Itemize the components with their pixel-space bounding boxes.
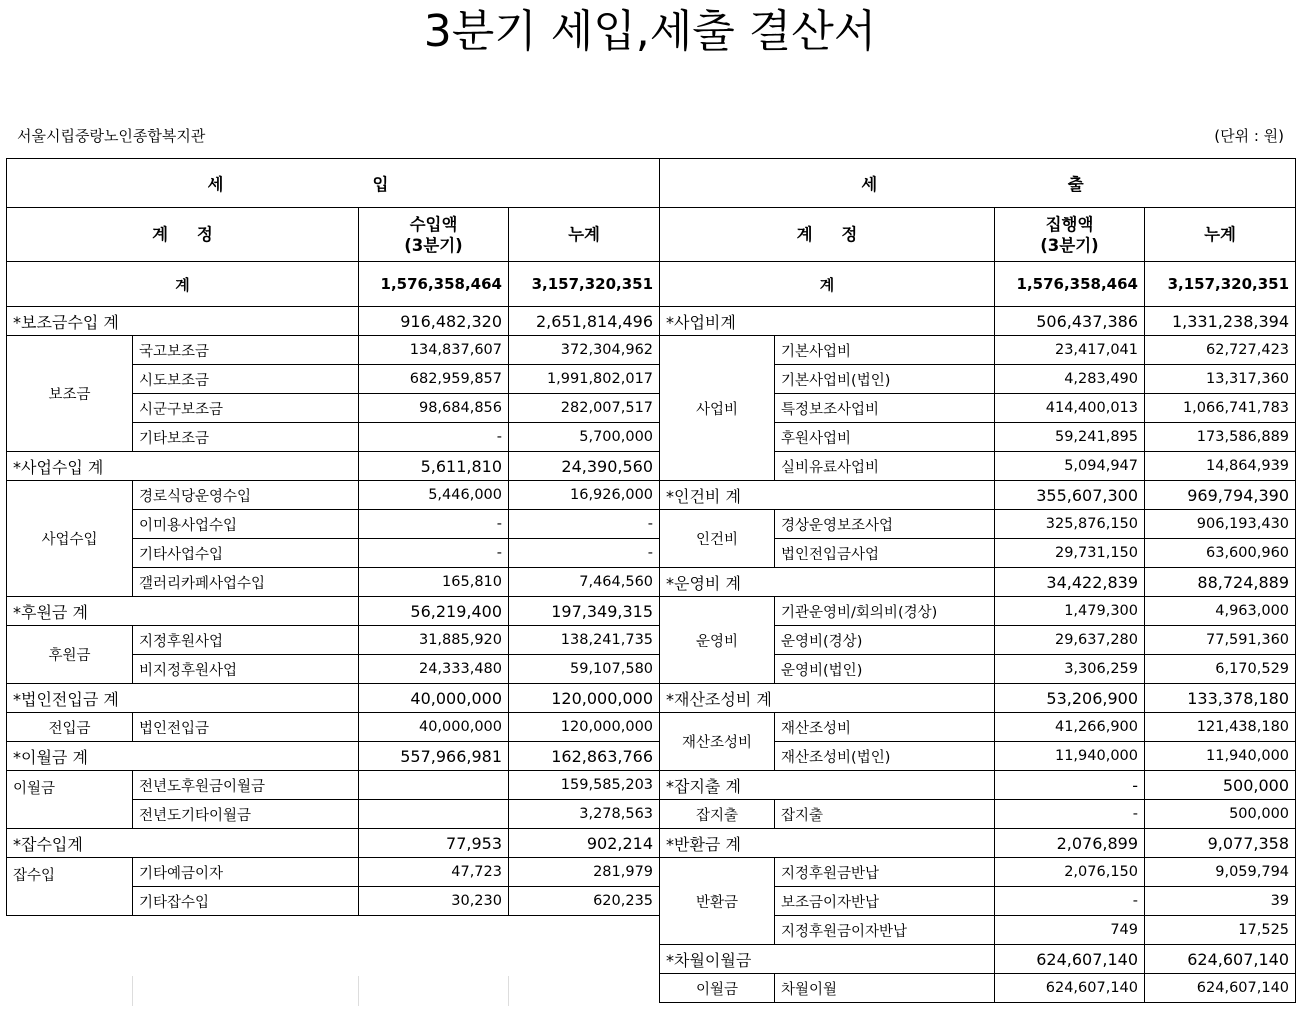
item-amount: 29,731,150 [995, 539, 1145, 568]
item-cumulative: 173,586,889 [1145, 423, 1296, 452]
expense-col-amount-line2: (3분기) [1040, 235, 1099, 255]
table-row [660, 800, 1296, 829]
table-row [7, 858, 660, 887]
item-label: 차월이월 [775, 974, 995, 1003]
item-cumulative: 9,059,794 [1145, 858, 1296, 887]
item-label: 이미용사업수입 [133, 510, 359, 539]
income-col-account [7, 208, 359, 262]
item-amount: - [359, 423, 509, 452]
section-amount: 56,219,400 [359, 597, 509, 626]
item-cumulative: 121,438,180 [1145, 713, 1296, 742]
item-amount: 29,637,280 [995, 626, 1145, 655]
expense-header [660, 159, 1296, 208]
expense-section-row [660, 771, 1296, 800]
group-label: 재산조성비 [660, 713, 775, 771]
item-label: 경로식당운영수입 [133, 481, 359, 510]
empty-row [7, 916, 660, 976]
section-amount: 355,607,300 [995, 481, 1145, 510]
section-label: *인건비 계 [660, 481, 995, 510]
item-label: 후원사업비 [775, 423, 995, 452]
page-title: 3분기 세입,세출 결산서 [423, 6, 877, 57]
item-cumulative: 120,000,000 [509, 713, 660, 742]
section-cumulative: 2,651,814,496 [509, 307, 660, 336]
item-label: 지정후원금반납 [775, 858, 995, 887]
section-amount: 34,422,839 [995, 568, 1145, 597]
item-label: 특정보조사업비 [775, 394, 995, 423]
item-amount: 325,876,150 [995, 510, 1145, 539]
empty-cell [509, 976, 660, 1006]
income-section-row [7, 452, 660, 481]
expense-section-row [660, 307, 1296, 336]
item-amount: 47,723 [359, 858, 509, 887]
item-cumulative: 906,193,430 [1145, 510, 1296, 539]
table-row [7, 771, 660, 800]
expense-table [659, 158, 1296, 1003]
section-cumulative: 88,724,889 [1145, 568, 1296, 597]
expense-col-account [660, 208, 995, 262]
section-cumulative: 133,378,180 [1145, 684, 1296, 713]
table-row [7, 336, 660, 365]
table-row [7, 713, 660, 742]
expense-section-row [660, 945, 1296, 974]
expense-header-row [660, 159, 1296, 208]
item-cumulative: 500,000 [1145, 800, 1296, 829]
item-amount: 41,266,900 [995, 713, 1145, 742]
item-cumulative: 7,464,560 [509, 568, 660, 597]
group-label: 후원금 [7, 626, 133, 684]
item-cumulative: 1,991,802,017 [509, 365, 660, 394]
section-amount: 506,437,386 [995, 307, 1145, 336]
item-amount: 11,940,000 [995, 742, 1145, 771]
income-section-row [7, 829, 660, 858]
group-label: 잡지출 [660, 800, 775, 829]
section-amount: 557,966,981 [359, 742, 509, 771]
item-amount: - [359, 510, 509, 539]
item-cumulative: 6,170,529 [1145, 655, 1296, 684]
group-label: 이월금 [660, 974, 775, 1003]
income-total-row [7, 262, 660, 307]
item-cumulative: 3,278,563 [509, 800, 660, 829]
section-cumulative: 162,863,766 [509, 742, 660, 771]
item-amount: 98,684,856 [359, 394, 509, 423]
item-label: 기관운영비/회의비(경상) [775, 597, 995, 626]
item-amount: 31,885,920 [359, 626, 509, 655]
item-label: 법인전입금 [133, 713, 359, 742]
table-row [660, 336, 1296, 365]
item-label: 잡지출 [775, 800, 995, 829]
item-amount: 4,283,490 [995, 365, 1145, 394]
item-amount [359, 800, 509, 829]
item-cumulative: 14,864,939 [1145, 452, 1296, 481]
item-cumulative: 372,304,962 [509, 336, 660, 365]
item-label: 국고보조금 [133, 336, 359, 365]
item-label: 재산조성비(법인) [775, 742, 995, 771]
expense-col-account-1: 계 [796, 225, 813, 244]
item-cumulative: 282,007,517 [509, 394, 660, 423]
table-row [7, 481, 660, 510]
item-amount: 40,000,000 [359, 713, 509, 742]
expense-header-char-1: 세 [861, 175, 878, 194]
expense-header-char-2: 출 [1067, 175, 1084, 194]
item-amount: 2,076,150 [995, 858, 1145, 887]
item-cumulative: 39 [1145, 887, 1296, 916]
income-header-row [7, 159, 660, 208]
income-total-label: 계 [7, 262, 359, 307]
group-label: 인건비 [660, 510, 775, 568]
item-label: 전년도기타이월금 [133, 800, 359, 829]
item-cumulative: 59,107,580 [509, 655, 660, 684]
section-cumulative: 624,607,140 [1145, 945, 1296, 974]
item-amount: 414,400,013 [995, 394, 1145, 423]
item-amount: 23,417,041 [995, 336, 1145, 365]
group-label: 반환금 [660, 858, 775, 945]
section-label: *이월금 계 [7, 742, 359, 771]
group-label: 사업비 [660, 336, 775, 481]
item-amount: 30,230 [359, 887, 509, 916]
item-label: 보조금이자반납 [775, 887, 995, 916]
expense-col-account-2: 정 [841, 225, 858, 244]
item-cumulative: 13,317,360 [1145, 365, 1296, 394]
table-row [660, 713, 1296, 742]
item-amount: - [995, 800, 1145, 829]
expense-total-label: 계 [660, 262, 995, 307]
section-label: *잡수입계 [7, 829, 359, 858]
income-col-account-1: 계 [152, 225, 169, 244]
income-section-row [7, 597, 660, 626]
expense-col-amount-line1: 집행액 [1045, 214, 1094, 234]
item-amount: 682,959,857 [359, 365, 509, 394]
table-row [660, 974, 1296, 1003]
section-cumulative: 9,077,358 [1145, 829, 1296, 858]
item-label: 법인전입금사업 [775, 539, 995, 568]
item-cumulative: - [509, 539, 660, 568]
section-amount: 40,000,000 [359, 684, 509, 713]
empty-row [7, 976, 660, 1006]
expense-section-row [660, 684, 1296, 713]
item-label: 기본사업비(법인) [775, 365, 995, 394]
item-label: 실비유료사업비 [775, 452, 995, 481]
section-label: *차월이월금 [660, 945, 995, 974]
item-amount: 749 [995, 916, 1145, 945]
item-label: 시도보조금 [133, 365, 359, 394]
section-amount: 2,076,899 [995, 829, 1145, 858]
income-header [7, 159, 660, 208]
item-cumulative: 62,727,423 [1145, 336, 1296, 365]
item-label: 지정후원사업 [133, 626, 359, 655]
item-label: 운영비(경상) [775, 626, 995, 655]
section-label: *재산조성비 계 [660, 684, 995, 713]
unit-label: (단위 : 원) [1214, 127, 1284, 145]
item-cumulative: 281,979 [509, 858, 660, 887]
item-amount: 165,810 [359, 568, 509, 597]
section-amount: 5,611,810 [359, 452, 509, 481]
section-cumulative: 969,794,390 [1145, 481, 1296, 510]
section-label: *사업수입 계 [7, 452, 359, 481]
income-col-amount-line2: (3분기) [404, 235, 463, 255]
expense-section-row [660, 829, 1296, 858]
expense-col-amount [995, 208, 1145, 262]
expense-section-row [660, 568, 1296, 597]
item-cumulative: 159,585,203 [509, 771, 660, 800]
table-row [660, 510, 1296, 539]
income-col-amount-line1: 수입액 [409, 214, 458, 234]
item-label: 운영비(법인) [775, 655, 995, 684]
income-header-char-1: 세 [207, 175, 224, 194]
section-cumulative: 197,349,315 [509, 597, 660, 626]
section-amount: - [995, 771, 1145, 800]
section-label: *운영비 계 [660, 568, 995, 597]
group-label: 이월금 [7, 771, 133, 829]
expense-column-header-row [660, 208, 1296, 262]
item-cumulative: 4,963,000 [1145, 597, 1296, 626]
income-section-row [7, 684, 660, 713]
income-total-amount: 1,576,358,464 [359, 262, 509, 307]
organization-name: 서울시립중랑노인종합복지관 [17, 127, 206, 145]
section-cumulative: 24,390,560 [509, 452, 660, 481]
section-cumulative: 500,000 [1145, 771, 1296, 800]
item-label: 기타보조금 [133, 423, 359, 452]
section-label: *반환금 계 [660, 829, 995, 858]
section-label: *보조금수입 계 [7, 307, 359, 336]
expense-section-row [660, 481, 1296, 510]
item-label: 전년도후원금이월금 [133, 771, 359, 800]
item-label: 경상운영보조사업 [775, 510, 995, 539]
item-cumulative: 624,607,140 [1145, 974, 1296, 1003]
item-cumulative: 11,940,000 [1145, 742, 1296, 771]
table-row [7, 626, 660, 655]
expense-total-cumulative: 3,157,320,351 [1145, 262, 1296, 307]
item-cumulative: - [509, 510, 660, 539]
section-label: *사업비계 [660, 307, 995, 336]
table-row [660, 597, 1296, 626]
section-amount: 77,953 [359, 829, 509, 858]
section-label: *법인전입금 계 [7, 684, 359, 713]
expense-total-row [660, 262, 1296, 307]
expense-col-cumulative: 누계 [1145, 208, 1296, 262]
item-cumulative: 5,700,000 [509, 423, 660, 452]
item-cumulative: 620,235 [509, 887, 660, 916]
item-cumulative: 63,600,960 [1145, 539, 1296, 568]
section-cumulative: 120,000,000 [509, 684, 660, 713]
item-amount: - [995, 887, 1145, 916]
item-label: 기타잡수입 [133, 887, 359, 916]
section-label: *후원금 계 [7, 597, 359, 626]
item-label: 시군구보조금 [133, 394, 359, 423]
item-label: 기본사업비 [775, 336, 995, 365]
group-label: 보조금 [7, 336, 133, 452]
item-amount: 5,446,000 [359, 481, 509, 510]
item-label: 비지정후원사업 [133, 655, 359, 684]
income-header-char-2: 입 [372, 175, 389, 194]
empty-cell [7, 916, 660, 976]
item-label: 재산조성비 [775, 713, 995, 742]
income-section-row [7, 742, 660, 771]
group-label: 운영비 [660, 597, 775, 684]
item-amount: 1,479,300 [995, 597, 1145, 626]
empty-cell [7, 976, 133, 1006]
item-amount: 5,094,947 [995, 452, 1145, 481]
item-amount [359, 771, 509, 800]
item-amount: - [359, 539, 509, 568]
income-col-cumulative: 누계 [509, 208, 660, 262]
income-column-header-row [7, 208, 660, 262]
group-label: 잡수입 [7, 858, 133, 916]
item-cumulative: 16,926,000 [509, 481, 660, 510]
table-row [660, 858, 1296, 887]
section-amount: 916,482,320 [359, 307, 509, 336]
section-cumulative: 902,214 [509, 829, 660, 858]
item-label: 기타예금이자 [133, 858, 359, 887]
empty-cell [133, 976, 359, 1006]
section-cumulative: 1,331,238,394 [1145, 307, 1296, 336]
item-amount: 134,837,607 [359, 336, 509, 365]
item-amount: 59,241,895 [995, 423, 1145, 452]
income-total-cumulative: 3,157,320,351 [509, 262, 660, 307]
empty-cell [359, 976, 509, 1006]
item-cumulative: 17,525 [1145, 916, 1296, 945]
item-cumulative: 77,591,360 [1145, 626, 1296, 655]
expense-total-amount: 1,576,358,464 [995, 262, 1145, 307]
item-cumulative: 1,066,741,783 [1145, 394, 1296, 423]
item-amount: 24,333,480 [359, 655, 509, 684]
income-table [6, 158, 660, 1006]
section-label: *잡지출 계 [660, 771, 995, 800]
item-label: 지정후원금이자반납 [775, 916, 995, 945]
income-col-account-2: 정 [196, 225, 213, 244]
income-col-amount [359, 208, 509, 262]
group-label: 사업수입 [7, 481, 133, 597]
section-amount: 53,206,900 [995, 684, 1145, 713]
item-amount: 624,607,140 [995, 974, 1145, 1003]
item-label: 기타사업수입 [133, 539, 359, 568]
section-amount: 624,607,140 [995, 945, 1145, 974]
income-section-row [7, 307, 660, 336]
group-label: 전입금 [7, 713, 133, 742]
item-amount: 3,306,259 [995, 655, 1145, 684]
item-cumulative: 138,241,735 [509, 626, 660, 655]
item-label: 갤러리카페사업수입 [133, 568, 359, 597]
